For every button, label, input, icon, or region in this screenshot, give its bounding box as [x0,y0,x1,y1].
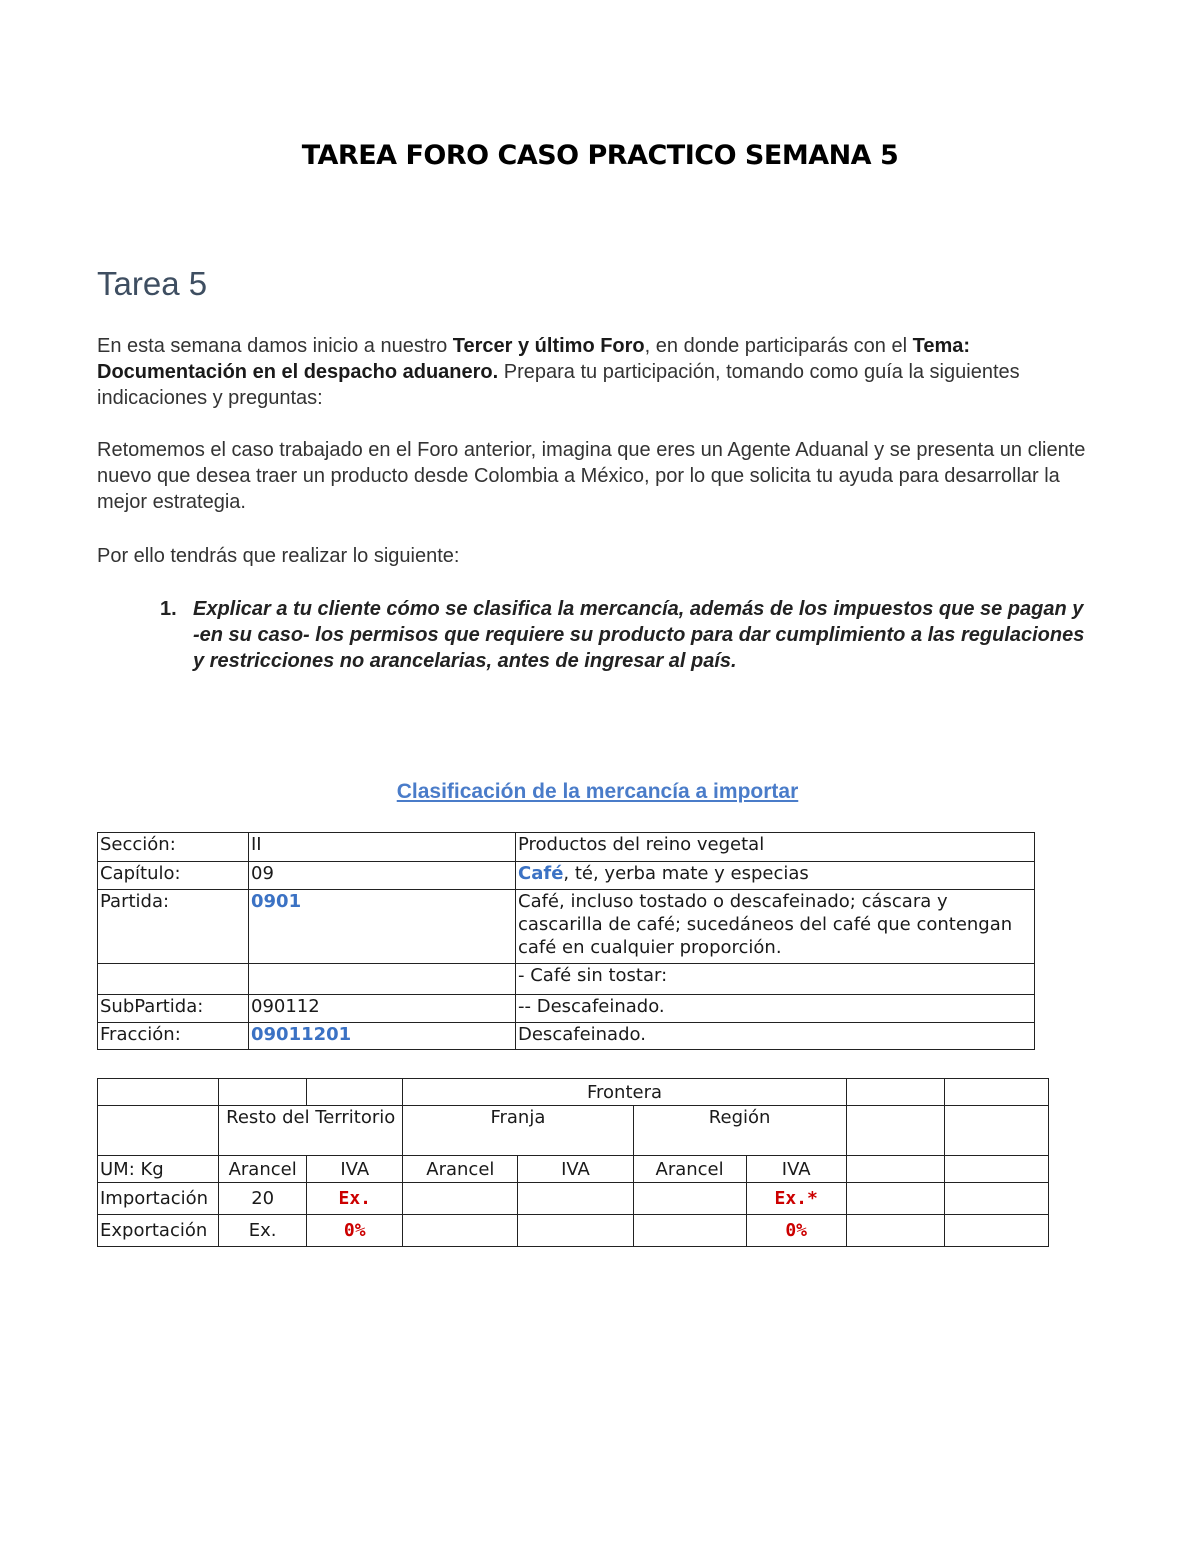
empty-cell [846,1183,944,1215]
empty-cell [633,1183,746,1215]
empty-cell [846,1106,944,1156]
table-row [98,1215,1049,1247]
empty-cell [518,1183,633,1215]
exportacion-resto-iva: 0% [307,1215,403,1247]
exportacion-resto-arancel: Ex. [219,1215,307,1247]
arancel-header: Arancel [633,1156,746,1183]
empty-cell [944,1106,1048,1156]
empty-cell [944,1183,1048,1215]
table-row [98,995,1035,1023]
tariff-table [97,1078,1049,1247]
row-label [98,964,249,995]
empty-cell [403,1183,518,1215]
intro-text-2: , en donde participarás con el [644,335,913,357]
intro-bold-1: Tercer y último Foro [452,335,645,357]
exportacion-label: Exportación [98,1215,219,1247]
unit-label: UM: Kg [98,1156,219,1183]
table-row [98,964,1035,995]
importacion-label: Importación [98,1183,219,1215]
table-row [98,890,1035,964]
row-description: -- Descafeinado. [516,995,1035,1023]
instruction-paragraph: Por ello tendrás que realizar lo siguiente: [97,545,460,567]
table-row [98,1183,1049,1215]
row-description: Café, incluso tostado o descafeinado; cáscara y cascarilla de café; sucedáneos del café que contengan café en cualquier proporción. [516,890,1035,964]
row-code: 09 [249,862,516,890]
empty-cell [846,1079,944,1106]
row-description: - Café sin tostar: [516,964,1035,995]
row-description: Productos del reino vegetal [516,833,1035,862]
row-label: Partida: [98,890,249,964]
highlighted-term: Café [518,863,564,884]
row-description: Descafeinado. [516,1023,1035,1050]
intro-text-1: En esta semana damos inicio a nuestro [97,335,453,357]
intro-bold-2: Tema: Documentación en el despacho aduanero. [97,335,971,383]
case-paragraph: Retomemos el caso trabajado en el Foro anterior, imagina que eres un Agente Aduanal y se presenta un cliente nuevo que desea traer un producto desde Colombia a México, por lo que solicita tu ayuda para desarrollar la mejor estrategia. [97,439,1086,513]
region-header: Región [633,1106,846,1156]
row-label: Fracción: [98,1023,249,1050]
row-label: Capítulo: [98,862,249,890]
importacion-region-iva: Ex.* [746,1183,846,1215]
exportacion-region-iva: 0% [746,1215,846,1247]
row-code: 09011201 [249,1023,516,1050]
task-heading: Tarea 5 [97,265,208,302]
empty-cell [944,1156,1048,1183]
row-label: SubPartida: [98,995,249,1023]
empty-cell [219,1079,307,1106]
task-text: Explicar a tu cliente cómo se clasifica la mercancía, además de los impuestos que se pagan y -en su caso- los permisos que requiere su producto para dar cumplimiento a las regulaciones y restricciones no arancelarias, antes de ingresar al país. [193,598,1085,672]
table-row [98,1079,1049,1106]
iva-header: IVA [746,1156,846,1183]
document-title: TAREA FORO CASO PRACTICO SEMANA 5 [301,140,899,171]
row-code: II [249,833,516,862]
table-row [98,862,1035,890]
table-row [98,833,1035,862]
row-code: 090112 [249,995,516,1023]
importacion-resto-arancel: 20 [219,1183,307,1215]
classification-title: Clasificación de la mercancía a importar [396,780,799,803]
empty-cell [846,1156,944,1183]
iva-header: IVA [518,1156,633,1183]
table-row [98,1156,1049,1183]
empty-cell [307,1079,403,1106]
arancel-header: Arancel [403,1156,518,1183]
table-row [98,1023,1035,1050]
empty-cell [846,1215,944,1247]
iva-header: IVA [307,1156,403,1183]
row-label: Sección: [98,833,249,862]
empty-cell [633,1215,746,1247]
table-row [98,1106,1049,1156]
empty-cell [518,1215,633,1247]
task-number: 1. [160,598,177,620]
intro-text-3: Prepara tu participación, tomando como guía la siguientes indicaciones y preguntas: [97,361,1020,409]
empty-cell [403,1215,518,1247]
empty-cell [944,1215,1048,1247]
row-description [516,862,1035,890]
arancel-header: Arancel [219,1156,307,1183]
row-code: 0901 [249,890,516,964]
intro-paragraph [97,333,1097,411]
task-item [160,596,1090,674]
row-code [249,964,516,995]
empty-cell [98,1079,219,1106]
frontera-header: Frontera [403,1079,846,1106]
empty-cell [944,1079,1048,1106]
empty-cell [98,1106,219,1156]
description-rest: , té, yerba mate y especias [563,863,809,884]
resto-header: Resto del Territorio [219,1106,403,1156]
importacion-resto-iva: Ex. [307,1183,403,1215]
classification-table [97,832,1035,1050]
franja-header: Franja [403,1106,633,1156]
